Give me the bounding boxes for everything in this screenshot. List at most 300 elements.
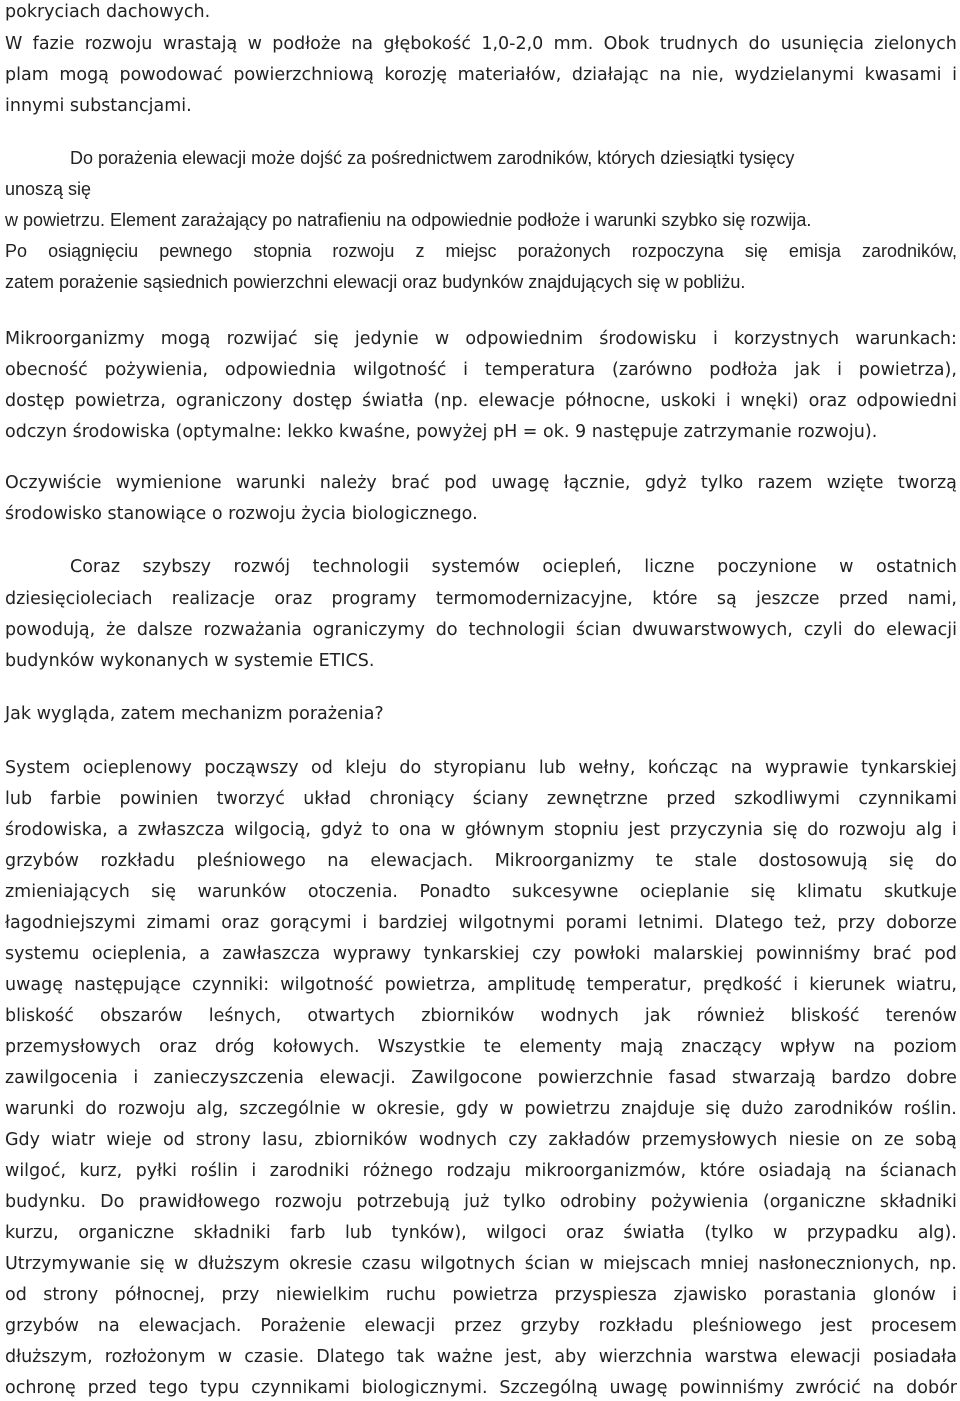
word: szybszy [142,557,211,577]
word: wrastają [162,34,238,54]
word: na [327,851,350,871]
word: łagodniejszymi [5,913,136,933]
word: warunkach: [855,329,957,349]
word: pod [444,473,478,493]
word: na [844,1161,867,1181]
word: emisja [788,241,841,261]
word: np. [929,1254,957,1274]
word: warunki [5,1099,75,1119]
word: znaczący [681,1037,762,1057]
word: odpowiednim [465,329,584,349]
word: miejscach [603,1254,691,1274]
word: gdyż [644,473,687,493]
text-line [5,1034,957,1060]
word: potrzebują [356,1192,450,1212]
word: ona [398,820,432,840]
word: czynnikami [251,1378,350,1398]
word: wiatr [51,1130,96,1150]
word: porażonych [517,241,611,261]
word: i [251,1161,257,1181]
word: zewnętrzne [546,789,649,809]
word: grzybów [5,1316,79,1336]
word: dobór [906,1378,957,1398]
word: tylko [700,473,744,493]
word: procesem [871,1316,957,1336]
word: plam [5,65,49,85]
word: dłuższym, [5,1347,93,1367]
text-line [5,910,957,936]
word: elementy [519,1037,602,1057]
word: ocieplanie [639,882,730,902]
word: poczynione [717,557,817,577]
word: roślin [190,1161,238,1181]
word: tylko [503,1192,546,1212]
word: powierzchniową [233,65,374,85]
word: osiągnięciu [48,241,139,261]
word: sukcesywne [512,882,619,902]
word: czynniki: [192,975,270,995]
text-line [5,238,957,264]
word: rozwój [233,557,291,577]
word: niesie [788,1130,840,1150]
word: zjawisko [673,1285,747,1305]
word: wydzielanymi [734,65,855,85]
word: się [151,882,177,902]
word: w [839,557,854,577]
word: zawłaszcza [222,944,321,964]
word: warstwa [704,1347,778,1367]
word: oraz [274,589,313,609]
word: przed [87,1378,137,1398]
word: dostosowują [758,851,868,871]
word: otoczenia. [307,882,398,902]
word: rozwoju [838,820,907,840]
word: jak [794,360,821,380]
word: i [712,329,718,349]
text-line [5,879,957,905]
text-line: w powietrzu. Element zarażający po natrafieniu na odpowiednie podłoże i warunki szybko się rozwija. [5,210,812,230]
word: porami [565,913,628,933]
word: tynkarskiej [423,944,520,964]
word: już [464,1192,490,1212]
word: zbiorników [314,1130,408,1150]
word: się [750,882,776,902]
text-line [5,1065,957,1091]
word: składniki [193,1223,271,1243]
word: jak [644,1006,671,1026]
word: uwagę [5,975,64,995]
word: z [415,241,425,261]
word: alg, [196,1099,229,1119]
word: razem [757,473,813,493]
text-line: innymi substancjami. [5,96,192,116]
word: elewacji [886,620,957,640]
word: te [655,851,674,871]
text-line [5,1313,957,1339]
word: począwszy [204,758,299,778]
word: pewnego [159,241,233,261]
word: a [199,944,211,964]
word: 1,0-2,0 [481,34,544,54]
word: jedynie [354,329,419,349]
word: dużo [741,1099,784,1119]
word: przemysłowych [5,1037,141,1057]
word: typu [199,1378,240,1398]
word: do [807,820,829,840]
word: na [97,1316,120,1336]
word: jest [628,820,660,840]
word: przyczynia [669,820,764,840]
word: elewacji. [319,1068,396,1088]
text-line [5,786,957,812]
word: rozwoju [117,1099,186,1119]
word: Utrzymywanie [5,1254,131,1274]
word: bardzo [831,1068,891,1088]
word: (zarówno [612,360,693,380]
word: w [440,820,456,840]
word: rodzaju [446,1161,512,1181]
word: ostatnich [875,557,957,577]
word: mm. [553,34,594,54]
word: pożywienia, [104,360,209,380]
word: kwasami [864,65,942,85]
word: rozwijać [226,329,298,349]
word: organiczne [78,1223,175,1243]
word: działając [571,65,649,85]
word: styropianu [433,758,527,778]
word: otwartych [307,1006,396,1026]
text-line [5,941,957,967]
text-line: unoszą się [5,179,92,199]
word: w [351,1099,366,1119]
word: ruchu [385,1285,436,1305]
word: W [5,34,23,54]
word: i [133,1068,139,1088]
word: Mikroorganizmy [494,851,635,871]
word: posiadała [872,1347,957,1367]
text-line [5,388,957,414]
word: tynkarskiej [861,758,957,778]
word: dziesięcioleciach [5,589,153,609]
word: oraz [808,391,847,411]
word: na [659,65,682,85]
word: strony [195,1130,251,1150]
word: są [716,589,737,609]
word: programy [331,589,417,609]
word: rozwoju [84,34,153,54]
word: grzybów [5,851,79,871]
text-line [5,755,957,781]
word: od [162,1130,185,1150]
word: czyli [803,620,843,640]
text-line [5,1251,957,1277]
text-line [5,31,957,57]
word: dłuższym [197,1254,280,1274]
word: alg [915,820,943,840]
word: również [696,1006,765,1026]
word: czy [531,944,562,964]
word: jest, [505,1347,543,1367]
word: powodują, [5,620,96,640]
word: elewacjach. [370,851,474,871]
word: głębokość [383,34,471,54]
word: rozłożonym [104,1347,206,1367]
word: poziom [893,1037,957,1057]
word: ścian [575,620,622,640]
word: porastania [763,1285,857,1305]
word: do [435,620,458,640]
word: pożywienia [650,1192,749,1212]
word: i [362,913,368,933]
word: nasłonecznionych, [758,1254,920,1274]
word: wnęki) [740,391,799,411]
word: i [952,65,957,85]
word: zarodników, [861,241,957,261]
word: obecność [5,360,88,380]
word: zawilgocenia [5,1068,118,1088]
word: odpowiedni [856,391,957,411]
word: zwłaszcza [137,820,225,840]
word: pyłki [135,1161,178,1181]
word: oraz [221,913,260,933]
text-line: środowisko stanowiące o rozwoju życia biologicznego. [5,504,478,524]
text-line [5,586,957,612]
word: skutkuje [883,882,957,902]
word: osiadają [758,1161,832,1181]
word: zimami [146,913,211,933]
word: szkodliwymi [734,789,841,809]
text-line: pokryciach dachowych. [5,2,211,22]
word: ociepleń, [542,557,622,577]
word: przy [837,913,876,933]
word: wymienione [115,473,222,493]
word: do [85,1099,108,1119]
word: i [952,1285,957,1305]
word: systemu [5,944,80,964]
word: do [853,620,876,640]
word: wyprawy [332,944,412,964]
word: elewacji [364,1316,436,1336]
word: wodnych [418,1130,498,1150]
word: rozkładu [100,851,176,871]
text-line: odczyn środowiska (optymalne: lekko kwaśne, powyżej pH = ok. 9 następuje zatrzymanie rozwoju). [5,422,878,442]
word: wilgoć, [5,1161,67,1181]
word: chroniący [369,789,455,809]
word: w [499,1099,514,1119]
word: aby [554,1347,587,1367]
text-line: budynków wykonanych w systemie ETICS. [5,651,375,671]
word: w [773,1223,788,1243]
text-line [70,554,957,580]
word: fasad [668,1068,717,1088]
word: nie, [691,65,724,85]
word: głównym [464,820,545,840]
word: łącznie, [563,473,631,493]
text-line [5,1375,957,1401]
word: Ponadto [419,882,491,902]
word: rozwoju [332,241,395,261]
word: jeszcze [756,589,820,609]
word: ocieplenowy [82,758,192,778]
word: w [434,329,450,349]
word: kołowych. [272,1037,360,1057]
word: wodnych [540,1006,619,1026]
word: powodować [119,65,223,85]
word: wzięte [826,473,884,493]
word: Wszystkie [377,1037,466,1057]
text-line: Do porażenia elewacji może dojść za pośrednictwem zarodników, których dziesiątki tysięcy [70,148,795,168]
word: oraz [158,1037,197,1057]
word: przez [454,1316,502,1336]
word: wilgotność [280,975,374,995]
word: stopnia [253,241,312,261]
word: okresie [288,1254,353,1274]
word: pleśniowego [692,1316,802,1336]
word: liczne [644,557,695,577]
text-line [5,1127,957,1153]
text-line [5,848,957,874]
word: doborze [886,913,957,933]
word: zarodników [794,1099,894,1119]
word: farbie [50,789,102,809]
word: wilgocią, [234,820,311,840]
word: następujące [74,975,181,995]
word: stale [694,851,737,871]
word: klimatu [796,882,863,902]
word: powietrza), [858,360,957,380]
word: powinniśmy [679,1378,784,1398]
word: ściany [472,789,529,809]
word: wilgotnych [420,1254,516,1274]
word: lub [538,758,566,778]
word: (organiczne [762,1192,866,1212]
word: powietrza, [384,975,476,995]
word: się [889,851,914,871]
word: wierzchnia [598,1347,693,1367]
word: środowisku [599,329,697,349]
word: ograniczony [175,391,283,411]
word: światła [362,391,424,411]
word: Coraz [70,557,121,577]
word: w [217,1347,233,1367]
word: biologicznymi. [361,1378,488,1398]
word: dróg [214,1037,255,1057]
word: się [705,1099,731,1119]
word: kierunek [809,975,886,995]
word: letnimi. [637,913,704,933]
word: lasu, [261,1130,304,1150]
word: na [730,758,753,778]
word: północnej, [114,1285,206,1305]
word: do [935,851,957,871]
word: czasu [361,1254,412,1274]
word: powinien [119,789,199,809]
word: na [853,1037,876,1057]
word: Gdy [5,1130,41,1150]
text-line: Jak wygląda, zatem mechanizm porażenia? [5,704,384,724]
word: powietrza, [74,391,166,411]
word: wełny, [578,758,636,778]
word: realizacje [171,589,255,609]
word: lub [344,1223,372,1243]
text-line [5,1344,957,1370]
word: a [117,820,129,840]
word: gorącymi [269,913,352,933]
word: ze [884,1130,904,1150]
word: korzystnych [734,329,840,349]
word: ważne [436,1347,493,1367]
word: warunki [236,473,306,493]
word: wilgoci [486,1223,547,1243]
word: ścianach [880,1161,957,1181]
word: znajduje [621,1099,695,1119]
word: mogą [160,329,211,349]
word: odrobiny [559,1192,637,1212]
word: rozwoju [274,1192,343,1212]
word: się [744,241,768,261]
word: podłoże [272,34,341,54]
word: miejsc [445,241,497,261]
word: i [463,360,469,380]
word: sobą [915,1130,957,1150]
word: wiatru, [896,975,957,995]
word: ograniczymy [312,620,425,640]
word: brać [872,944,912,964]
word: te [483,1037,502,1057]
word: do [399,758,422,778]
word: przy [221,1285,260,1305]
word: tworzą [897,473,957,493]
word: ochronę [5,1378,76,1398]
word: i [725,391,731,411]
word: strony [43,1285,99,1305]
word: zmieniających [5,882,130,902]
word: prędkość [702,975,783,995]
word: tworzyć [216,789,285,809]
word: bardziej [378,913,448,933]
word: elewacji [790,1347,861,1367]
word: przyspiesza [554,1285,658,1305]
word: lub [5,789,33,809]
word: Po [5,241,28,261]
word: czasie. [244,1347,305,1367]
word: usunięcia [780,34,864,54]
word: trudnych [659,34,739,54]
word: wilgotność [353,360,447,380]
word: że [106,620,126,640]
word: północne, [564,391,651,411]
word: i [951,820,957,840]
word: mniej [700,1254,749,1274]
word: szczególnie [239,1099,341,1119]
word: się [313,329,339,349]
word: wieje [106,1130,152,1150]
word: Szczególną [499,1378,598,1398]
word: pod [923,944,957,964]
word: temperatur, [586,975,692,995]
word: Dlatego [316,1347,385,1367]
word: rozpoczyna [631,241,724,261]
word: przed [666,789,716,809]
word: składniki [879,1192,957,1212]
word: bliskość [5,1006,74,1026]
word: mają [620,1037,664,1057]
word: (tylko [704,1223,754,1243]
word: stwarzają [731,1068,816,1088]
word: czynnikami [858,789,957,809]
word: terenów [885,1006,957,1026]
word: uwagę [491,473,550,493]
